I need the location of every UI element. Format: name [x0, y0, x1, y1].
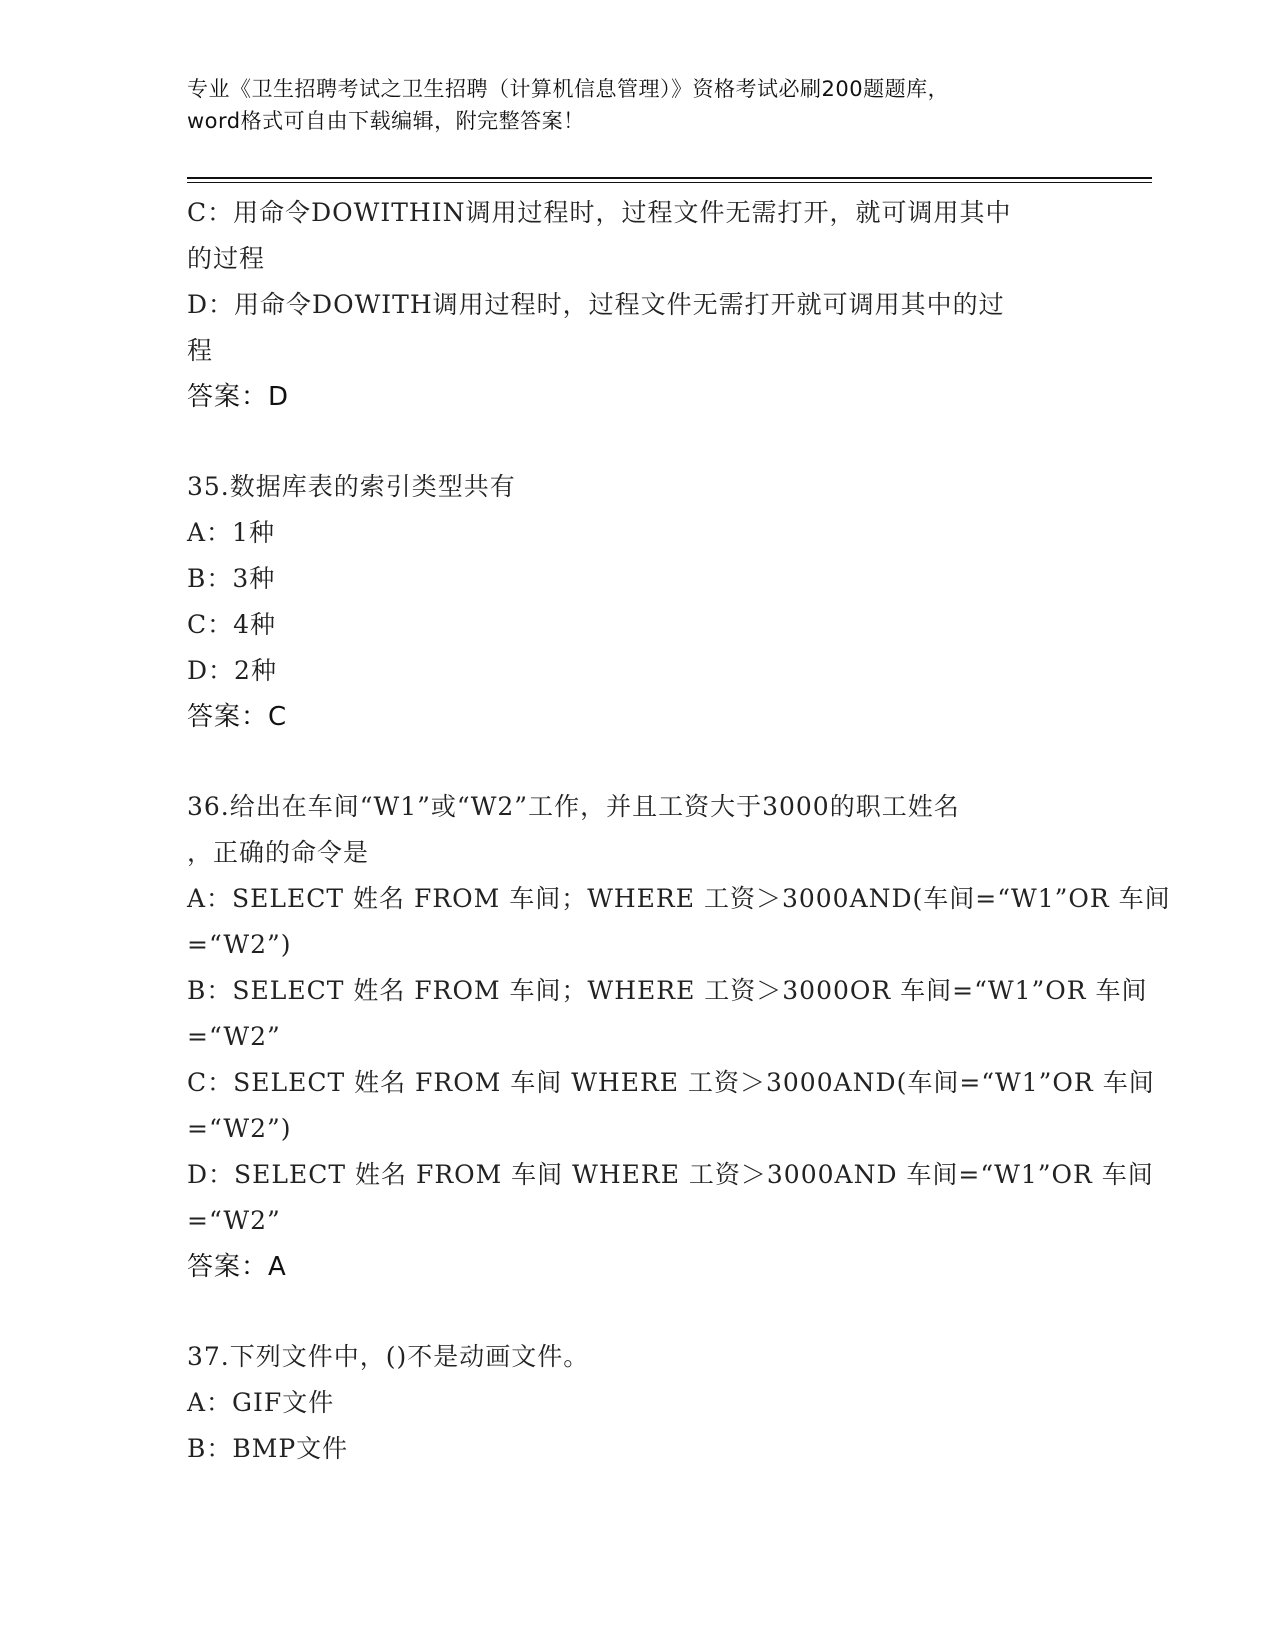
option-c-line-2: =“W2”)	[187, 1114, 292, 1143]
option-b: B：BMP文件	[187, 1434, 349, 1463]
answer-36: 答案：A	[187, 1252, 287, 1282]
option-a: A：GIF文件	[187, 1388, 335, 1417]
document-header	[187, 73, 1087, 137]
answer-34: 答案：D	[187, 382, 290, 412]
option-b-line-1: B：SELECT 姓名 FROM 车间；WHERE 工资＞3000OR 车间=“W1”OR 车间	[187, 976, 1148, 1005]
option-d-line-2: 程	[187, 336, 214, 365]
option-d: D：2种	[187, 656, 277, 685]
document-body	[187, 190, 1171, 1472]
question-spacer	[187, 740, 1087, 784]
header-title-line-1: 专业《卫生招聘考试之卫生招聘（计算机信息管理）》资格考试必刷200题题库，	[187, 77, 950, 101]
question-36-text-line-2: ，正确的命令是	[187, 838, 370, 867]
header-divider-thin	[187, 182, 1152, 183]
option-a-line-1: A：SELECT 姓名 FROM 车间；WHERE 工资＞3000AND(车间=“W1”OR 车间	[187, 884, 1171, 913]
option-c-line-1: C：SELECT 姓名 FROM 车间 WHERE 工资＞3000AND(车间=“W1”OR 车间	[187, 1068, 1155, 1097]
question-34-tail	[187, 190, 1087, 420]
question-35	[187, 464, 1087, 740]
answer-35: 答案：C	[187, 702, 288, 732]
header-divider-thick	[187, 177, 1152, 179]
question-spacer	[187, 1290, 1087, 1334]
option-b-line-2: =“W2”	[187, 1022, 281, 1051]
option-c-line-2: 的过程	[187, 244, 266, 273]
question-spacer	[187, 420, 1087, 464]
question-36	[187, 784, 1171, 1290]
option-c: C：4种	[187, 610, 277, 639]
option-a: A：1种	[187, 518, 275, 547]
question-37	[187, 1334, 1087, 1472]
question-37-text: 37.下列文件中，()不是动画文件。	[187, 1342, 590, 1371]
option-d-line-2: =“W2”	[187, 1206, 281, 1235]
option-b: B：3种	[187, 564, 276, 593]
option-a-line-2: =“W2”)	[187, 930, 292, 959]
header-title-line-2: word格式可自由下载编辑，附完整答案！	[187, 109, 585, 133]
question-36-text-line-1: 36.给出在车间“W1”或“W2”工作，并且工资大于3000的职工姓名	[187, 792, 960, 821]
question-35-text: 35.数据库表的索引类型共有	[187, 472, 516, 501]
option-c-line-1: C：用命令DOWITHIN调用过程时，过程文件无需打开，就可调用其中	[187, 198, 1012, 227]
option-d-line-1: D：用命令DOWITH调用过程时，过程文件无需打开就可调用其中的过	[187, 290, 1005, 319]
option-d-line-1: D：SELECT 姓名 FROM 车间 WHERE 工资＞3000AND 车间=“W1”OR 车间	[187, 1160, 1154, 1189]
